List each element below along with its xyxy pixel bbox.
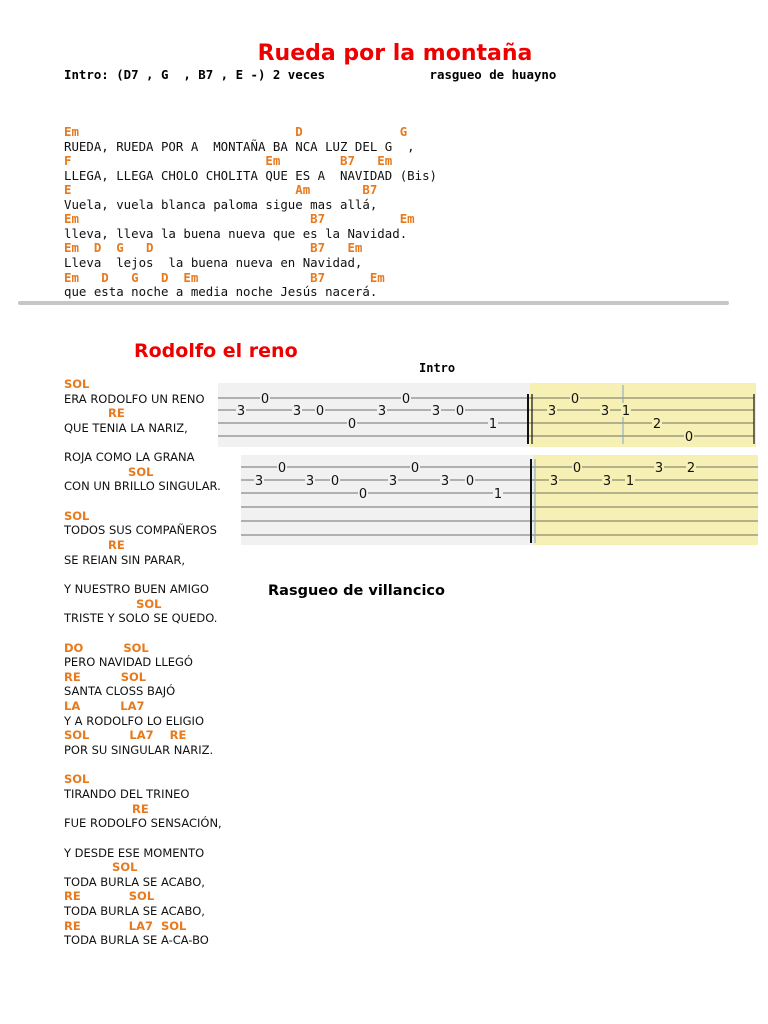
song2-body [64,377,222,948]
lyric-line: PERO NAVIDAD LLEGÓ [64,655,193,670]
chord-line: SOL [64,464,154,479]
tab-note: 2 [652,417,662,432]
tab-note: 0 [347,417,357,432]
blank-line [64,831,222,846]
lyric-line: TODOS SUS COMPAÑEROS [64,523,217,538]
tab-note: 1 [493,487,503,502]
chord-line: RE LA7 SOL [64,918,187,933]
lyric-line: Vuela, vuela blanca paloma sigue mas allá, [64,196,378,212]
tab-note: 3 [305,474,315,489]
tab-note: 0 [455,404,465,419]
lyric-line: ROJA COMO LA GRANA [64,450,195,465]
lyric-line: QUE TENIA LA NARIZ, [64,420,188,435]
tab-note: 3 [600,404,610,419]
lyric-line: RUEDA, RUEDA POR A MONTAÑA BA NCA LUZ DEL G , [64,138,415,154]
tab-note: 0 [410,461,420,476]
tab-note: 0 [401,392,411,407]
tab-note: 3 [547,404,557,419]
tab-note: 0 [260,392,270,407]
tab-highlight [533,455,758,545]
tab-note: 1 [625,474,635,489]
chord-line: LA LA7 [64,699,145,714]
chord-line: RE SOL [64,889,155,904]
tab-note: 2 [686,461,696,476]
tab-note: 3 [549,474,559,489]
lyric-line: lleva, lleva la buena nueva que es la Navidad. [64,225,408,241]
chord-line: RE [64,538,125,553]
tab-note: 3 [602,474,612,489]
guitar-tab-2 [241,455,758,545]
chord-line: RE [64,406,125,421]
lyric-line: LLEGA, LLEGA CHOLO CHOLITA QUE ES A NAVIDAD (Bis) [64,167,437,183]
song1-title: Rueda por la montaña [257,41,533,66]
tab-note: 3 [654,461,664,476]
tab-note: 0 [277,461,287,476]
song1-body [64,96,437,314]
guitar-tab-1 [218,383,756,447]
chord-line: Em D G D Em B7 Em [64,269,385,285]
lyric-line: TODA BURLA SE ACABO, [64,904,205,919]
blank-line [64,567,222,582]
chord-line: E Am B7 [64,182,378,198]
lyric-line: SANTA CLOSS BAJÓ [64,684,176,699]
chord-line: RE [64,801,149,816]
tab-note: 3 [440,474,450,489]
lyric-line: TODA BURLA SE A-CA-BO [64,933,209,948]
chord-line: SOL [64,596,162,611]
chord-line: Em D G [64,124,408,140]
chord-line: F Em B7 Em [64,153,393,169]
tab-highlight [530,383,756,447]
lyric-line: FUE RODOLFO SENSACIÓN, [64,816,222,831]
lyric-line: CON UN BRILLO SINGULAR. [64,479,221,494]
lyric-line: TIRANDO DEL TRINEO [64,786,190,801]
lyric-line: Y DESDE ESE MOMENTO [64,845,205,860]
section-divider [18,301,729,305]
chord-line: SOL [64,377,90,391]
lyric-line: TODA BURLA SE ACABO, [64,874,205,889]
blank-line [64,436,222,451]
blank-line [64,758,222,773]
chord-line: Em B7 Em [64,211,415,227]
strum-label: Rasgueo de villancico [268,583,445,599]
lyric-line: SE REIAN SIN PARAR, [64,552,186,567]
chord-line: SOL [64,772,90,787]
lyric-line: POR SU SINGULAR NARIZ. [64,743,214,758]
lyric-line: que esta noche a media noche Jesús nacerá. [64,284,378,300]
tab-note: 3 [377,404,387,419]
chord-line: SOL LA7 RE [64,728,187,743]
lyric-line: Y NUESTRO BUEN AMIGO [64,581,209,596]
lyric-line: ERA RODOLFO UN RENO [64,391,205,406]
tab-note: 3 [431,404,441,419]
tab-note: 3 [292,404,302,419]
chord-line: SOL [64,860,138,875]
tab-note: 0 [315,404,325,419]
tab-note: 0 [465,474,475,489]
blank-line [64,494,222,509]
tab-note: 0 [572,461,582,476]
lyric-line: Y A RODOLFO LO ELIGIO [64,713,205,728]
chord-line: RE SOL [64,669,147,684]
tab-intro-label: Intro [419,361,456,375]
chord-line: Em D G D B7 Em [64,240,363,256]
chord-line: SOL [64,508,90,523]
tab-note: 3 [388,474,398,489]
lyric-line: TRISTE Y SOLO SE QUEDO. [64,611,218,626]
blank-line [64,626,222,641]
tab-note: 3 [254,474,264,489]
tab-note: 0 [358,487,368,502]
tab-note: 1 [621,404,631,419]
song2-title: Rodolfo el reno [134,340,298,362]
tab-note: 1 [488,417,498,432]
lyric-line: Lleva lejos la buena nueva en Navidad, [64,255,363,271]
chord-line: DO SOL [64,640,149,655]
tab-note: 0 [330,474,340,489]
tab-note: 0 [684,430,694,445]
tab-note: 0 [570,392,580,407]
song1-intro: Intro: (D7 , G , B7 , E -) 2 veces rasgueo de huayno [64,67,557,82]
tab-note: 3 [236,404,246,419]
